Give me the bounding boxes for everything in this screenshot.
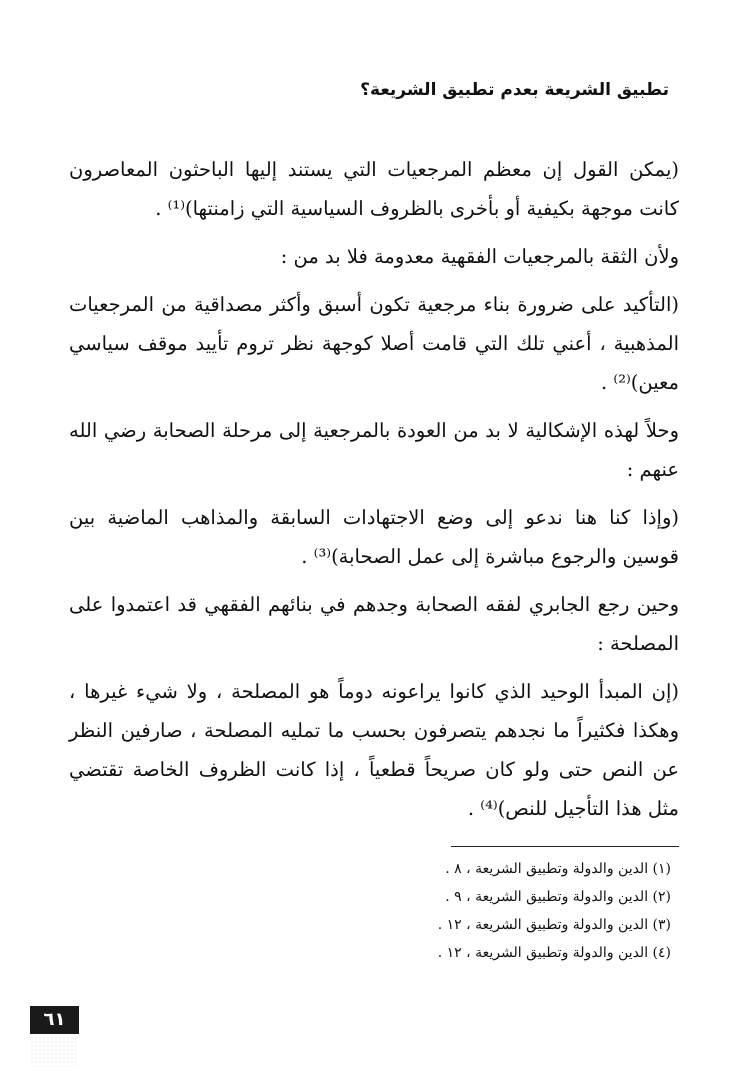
main-text bbox=[69, 150, 679, 837]
footnotes bbox=[341, 855, 671, 967]
paragraph: (التأكيد على ضرورة بناء مرجعية تكون أسبق وأكثر مصداقية من المرجعيات المذهبية ، أعني تلك التي قامت أصلا كوجهة نظر تروم تأييد موقف سياسي معين)⁽²⁾ . bbox=[69, 293, 679, 394]
footnote-item: (٢) الدين والدولة وتطبيق الشريعة ، ٩ . bbox=[445, 889, 671, 905]
page-number: ٦١ bbox=[30, 1006, 79, 1034]
paragraph: (يمكن القول إن معظم المرجعيات التي يستند إليها الباحثون المعاصرون كانت موجهة بكيفية أو بأخرى بالظروف السياسية التي زامنتها)⁽¹⁾ . bbox=[69, 158, 679, 220]
scan-artifact bbox=[30, 1036, 79, 1066]
footnote-item: (٤) الدين والدولة وتطبيق الشريعة ، ١٢ . bbox=[437, 945, 671, 961]
paragraph: ولأن الثقة بالمرجعيات الفقهية معدومة فلا بد من : bbox=[280, 245, 679, 268]
paragraph: (إن المبدأ الوحيد الذي كانوا يراعونه دوماً هو المصلحة ، ولا شيء غيرها ، وهكذا فكثيراً ما نجدهم يتصرفون بحسب ما تمليه المصلحة ، صارفين النظر عن النص حتى ولو كان صريحاً قطعياً ، إذا كانت الظروف الخاصة تقتضي مثل هذا التأجيل للنص)⁽⁴⁾ . bbox=[69, 680, 679, 820]
footnote-item: (١) الدين والدولة وتطبيق الشريعة ، ٨ . bbox=[445, 861, 671, 877]
footnote-item: (٣) الدين والدولة وتطبيق الشريعة ، ١٢ . bbox=[437, 917, 671, 933]
paragraph: وحين رجع الجابري لفقه الصحابة وجدهم في بنائهم الفقهي قد اعتمدوا على المصلحة : bbox=[69, 593, 679, 655]
paragraph: (وإذا كنا هنا ندعو إلى وضع الاجتهادات السابقة والمذاهب الماضية بين قوسين والرجوع مباشرة إلى عمل الصحابة)⁽³⁾ . bbox=[69, 506, 679, 568]
footnote-divider bbox=[451, 846, 679, 847]
paragraph: وحلاً لهذه الإشكالية لا بد من العودة بالمرجعية إلى مرحلة الصحابة رضي الله عنهم : bbox=[69, 419, 679, 481]
running-title: تطبيق الشريعة بعدم تطبيق الشريعة؟ bbox=[360, 80, 669, 100]
